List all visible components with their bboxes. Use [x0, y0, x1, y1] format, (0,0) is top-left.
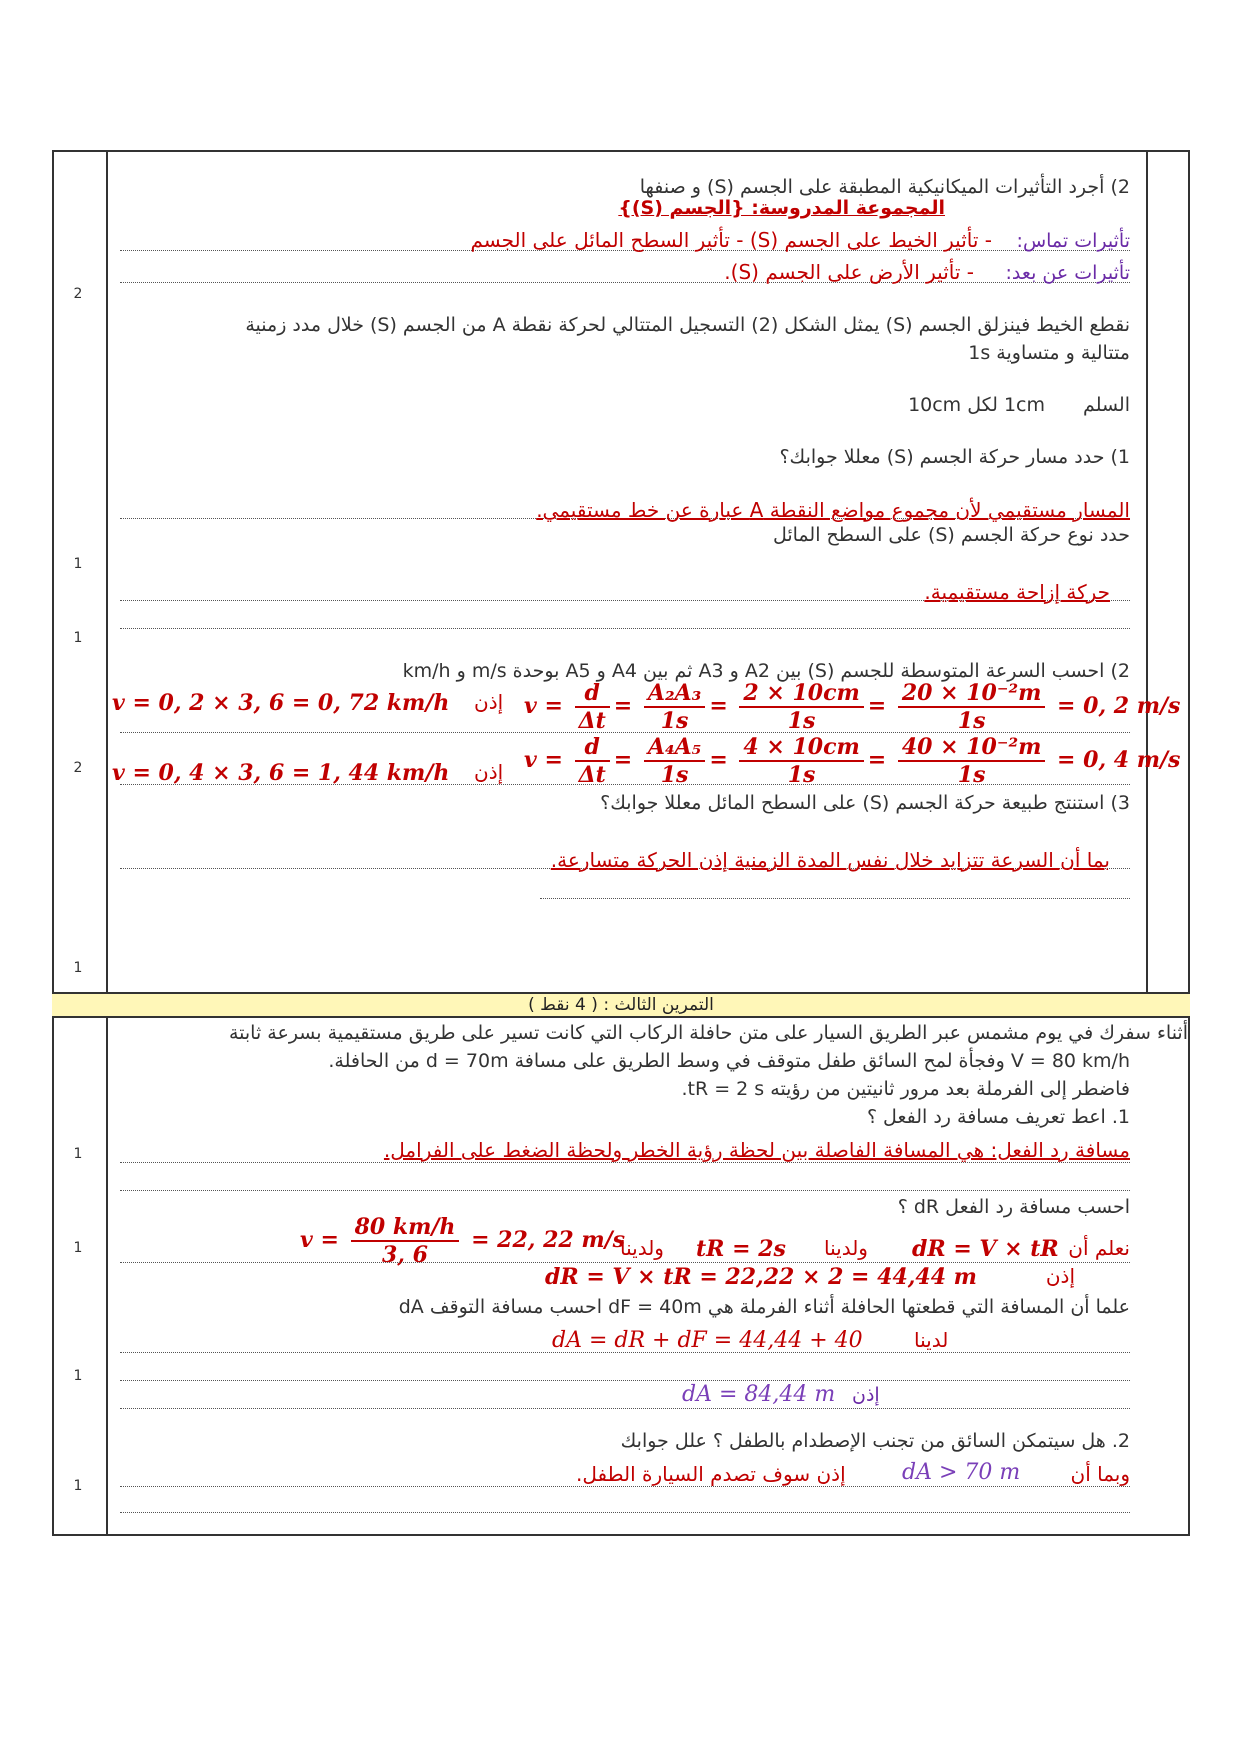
- ex3-question-2: 2. هل سيتمكن السائق من تجنب الإصطدام بالطفل ؟ علل جوابك: [620, 1430, 1130, 1452]
- dotted-line: [120, 1512, 1130, 1513]
- dotted-line: [120, 1380, 1130, 1381]
- dr-calculation: dR = V × tR = 22,22 × 2 = 44,44 m: [545, 1264, 977, 1290]
- question-motion-type: حدد نوع حركة الجسم (S) على السطح المائل: [772, 524, 1130, 546]
- answer-trajectory: المسار مستقيمي لأن مجموع مواضع النقطة A عبارة عن خط مستقيمي.: [536, 498, 1130, 522]
- mark: 1: [73, 960, 83, 976]
- question-trajectory: 1) حدد مسار حركة الجسم (S) معللا جوابك؟: [779, 446, 1130, 468]
- dr-and-label: ولدينا: [824, 1236, 868, 1260]
- mark: 2: [73, 760, 83, 776]
- question-mechanical-actions: 2) أجرد التأثيرات الميكانيكية المطبقة على الجسم (S) و صنفها: [639, 176, 1130, 198]
- question-average-speed: 2) احسب السرعة المتوسطة للجسم (S) بين A2 و A3 ثم بين A4 و A5 بوحدة m/s و km/h: [402, 660, 1130, 682]
- dotted-line: [120, 1408, 1130, 1409]
- da-formula: dA = dR + dF = 44,44 + 40: [552, 1328, 863, 1353]
- contact-actions-label: تأثيرات تماس:: [1016, 230, 1130, 252]
- answer-motion-nature: بما أن السرعة تتزايد خلال نفس المدة الزمنية إذن الحركة متسارعة.: [550, 848, 1110, 872]
- then-label-2: إذن: [474, 760, 504, 784]
- dotted-line: [120, 1486, 1130, 1487]
- marks-column-divider-2: [106, 1016, 108, 1536]
- a2-inequality: dA > 70 m: [902, 1460, 1021, 1485]
- mark: 2: [73, 286, 83, 302]
- bus-speed-conversion: v = $\frac{80 km/h}{3, 6}$ = 22, 22 m/s: [300, 1214, 626, 1268]
- ex3-question-da: علما أن المسافة التي قطعتها الحافلة أثناء الفرملة هي dF = 40m احسب مسافة التوقف dA: [398, 1296, 1130, 1318]
- dotted-line: [120, 1262, 1130, 1263]
- mark: 1: [73, 1368, 83, 1384]
- dotted-line: [120, 282, 1130, 283]
- speed-formula-1: v = $\frac{d}{\Delta t}$ = $\frac{\text{A₂A₃}}{1s}$ = $\frac{2 \times 10cm}{1s}$ = $\frac{\text{20 × 10⁻²m}}{1s}$ = 0, 2 m/s: [524, 680, 1181, 734]
- speed-formula-2: v = $\frac{d}{\Delta t}$ = $\frac{\text{A₄A₅}}{1s}$ = $\frac{4 \times 10cm}{1s}$ = $\frac{\text{40 × 10⁻²m}}{1s}$ = 0, 4 m/s: [524, 734, 1181, 788]
- mark: 1: [73, 556, 83, 572]
- dotted-line: [120, 1190, 1130, 1191]
- exercise3-header: [52, 992, 1190, 1018]
- distance-actions-answer: - تأثير الأرض على الجسم (S).: [724, 260, 974, 284]
- contact-actions-answer: - تأثير الخيط على الجسم (S) - تأثير السطح المائل على الجسم: [470, 228, 992, 252]
- distance-actions-label: تأثيرات عن بعد:: [1005, 262, 1130, 284]
- mark: 1: [73, 1240, 83, 1256]
- speed-kmh-1: v = 0, 2 × 3, 6 = 0, 72 km/h: [112, 690, 450, 716]
- ex3-question-1: 1. اعط تعريف مسافة رد الفعل ؟: [866, 1106, 1130, 1128]
- dr-know-label: نعلم أن: [1068, 1236, 1130, 1260]
- right-margin-divider: [1146, 150, 1148, 994]
- dotted-line: [120, 784, 1130, 785]
- scale-value: 1cm لكل 10cm: [908, 394, 1045, 416]
- da-result: dA = 84,44 m: [682, 1382, 836, 1407]
- dr-and-label-2: ولدينا: [620, 1236, 664, 1260]
- ex3-intro-3: فاضطر إلى الفرملة بعد مرور ثانيتين من رؤيته tR = 2 s.: [681, 1078, 1130, 1100]
- exercise3-title: التمرين الثالث : ( 4 نقط ): [528, 995, 714, 1015]
- then-label-1: إذن: [474, 690, 504, 714]
- dr-then-label: إذن: [1045, 1264, 1075, 1288]
- mark: 1: [73, 1146, 83, 1162]
- dotted-line: [120, 628, 1130, 629]
- dotted-line: [540, 898, 1130, 899]
- mark: 1: [73, 1478, 83, 1494]
- intro-line-1: نقطع الخيط فينزلق الجسم (S) يمثل الشكل (2) التسجيل المتتالي لحركة نقطة A من الجسم (S) خلال مدد زمنية: [245, 314, 1130, 336]
- ex3-intro-1: أثناء سفرك في يوم مشمس عبر الطريق السيار على متن حافلة الركاب التي كانت تسير على طريق مستقيمية بسرعة ثابتة: [228, 1022, 1188, 1044]
- dotted-line: [120, 732, 1130, 733]
- dr-tr-value: tR = 2s: [696, 1236, 786, 1262]
- ex3-question-dr: احسب مسافة رد الفعل dR ؟: [897, 1196, 1130, 1218]
- answer-motion-type: حركة إزاحة مستقيمية.: [924, 580, 1110, 604]
- a2-conclusion: إذن سوف تصدم السيارة الطفل.: [576, 1462, 846, 1486]
- mark: 1: [73, 630, 83, 646]
- intro-line-2: متتالية و متساوية 1s: [968, 342, 1130, 364]
- da-have-label: لدينا: [914, 1328, 949, 1352]
- scale-label: السلم: [1083, 394, 1130, 416]
- marks-column-divider: [106, 150, 108, 994]
- a2-since-label: وبما أن: [1070, 1462, 1130, 1486]
- question-motion-nature: 3) استنتج طبيعة حركة الجسم (S) على السطح المائل معللا جوابك؟: [600, 792, 1130, 814]
- dr-formula: dR = V × tR: [912, 1236, 1059, 1262]
- speed-kmh-2: v = 0, 4 × 3, 6 = 1, 44 km/h: [112, 760, 450, 786]
- dotted-line: [120, 1162, 1130, 1163]
- da-then-label: إذن: [852, 1384, 880, 1406]
- studied-system: المجموعة المدروسة: {الجسم (S)}: [618, 197, 945, 219]
- ex3-answer-1: مسافة رد الفعل: هي المسافة الفاصلة بين لحظة رؤية الخطر ولحظة الضغط على الفرامل.: [383, 1138, 1130, 1162]
- ex3-intro-2: V = 80 km/h وفجأة لمح السائق طفل متوقف في وسط الطريق على مسافة d = 70m من الحافلة.: [328, 1050, 1130, 1072]
